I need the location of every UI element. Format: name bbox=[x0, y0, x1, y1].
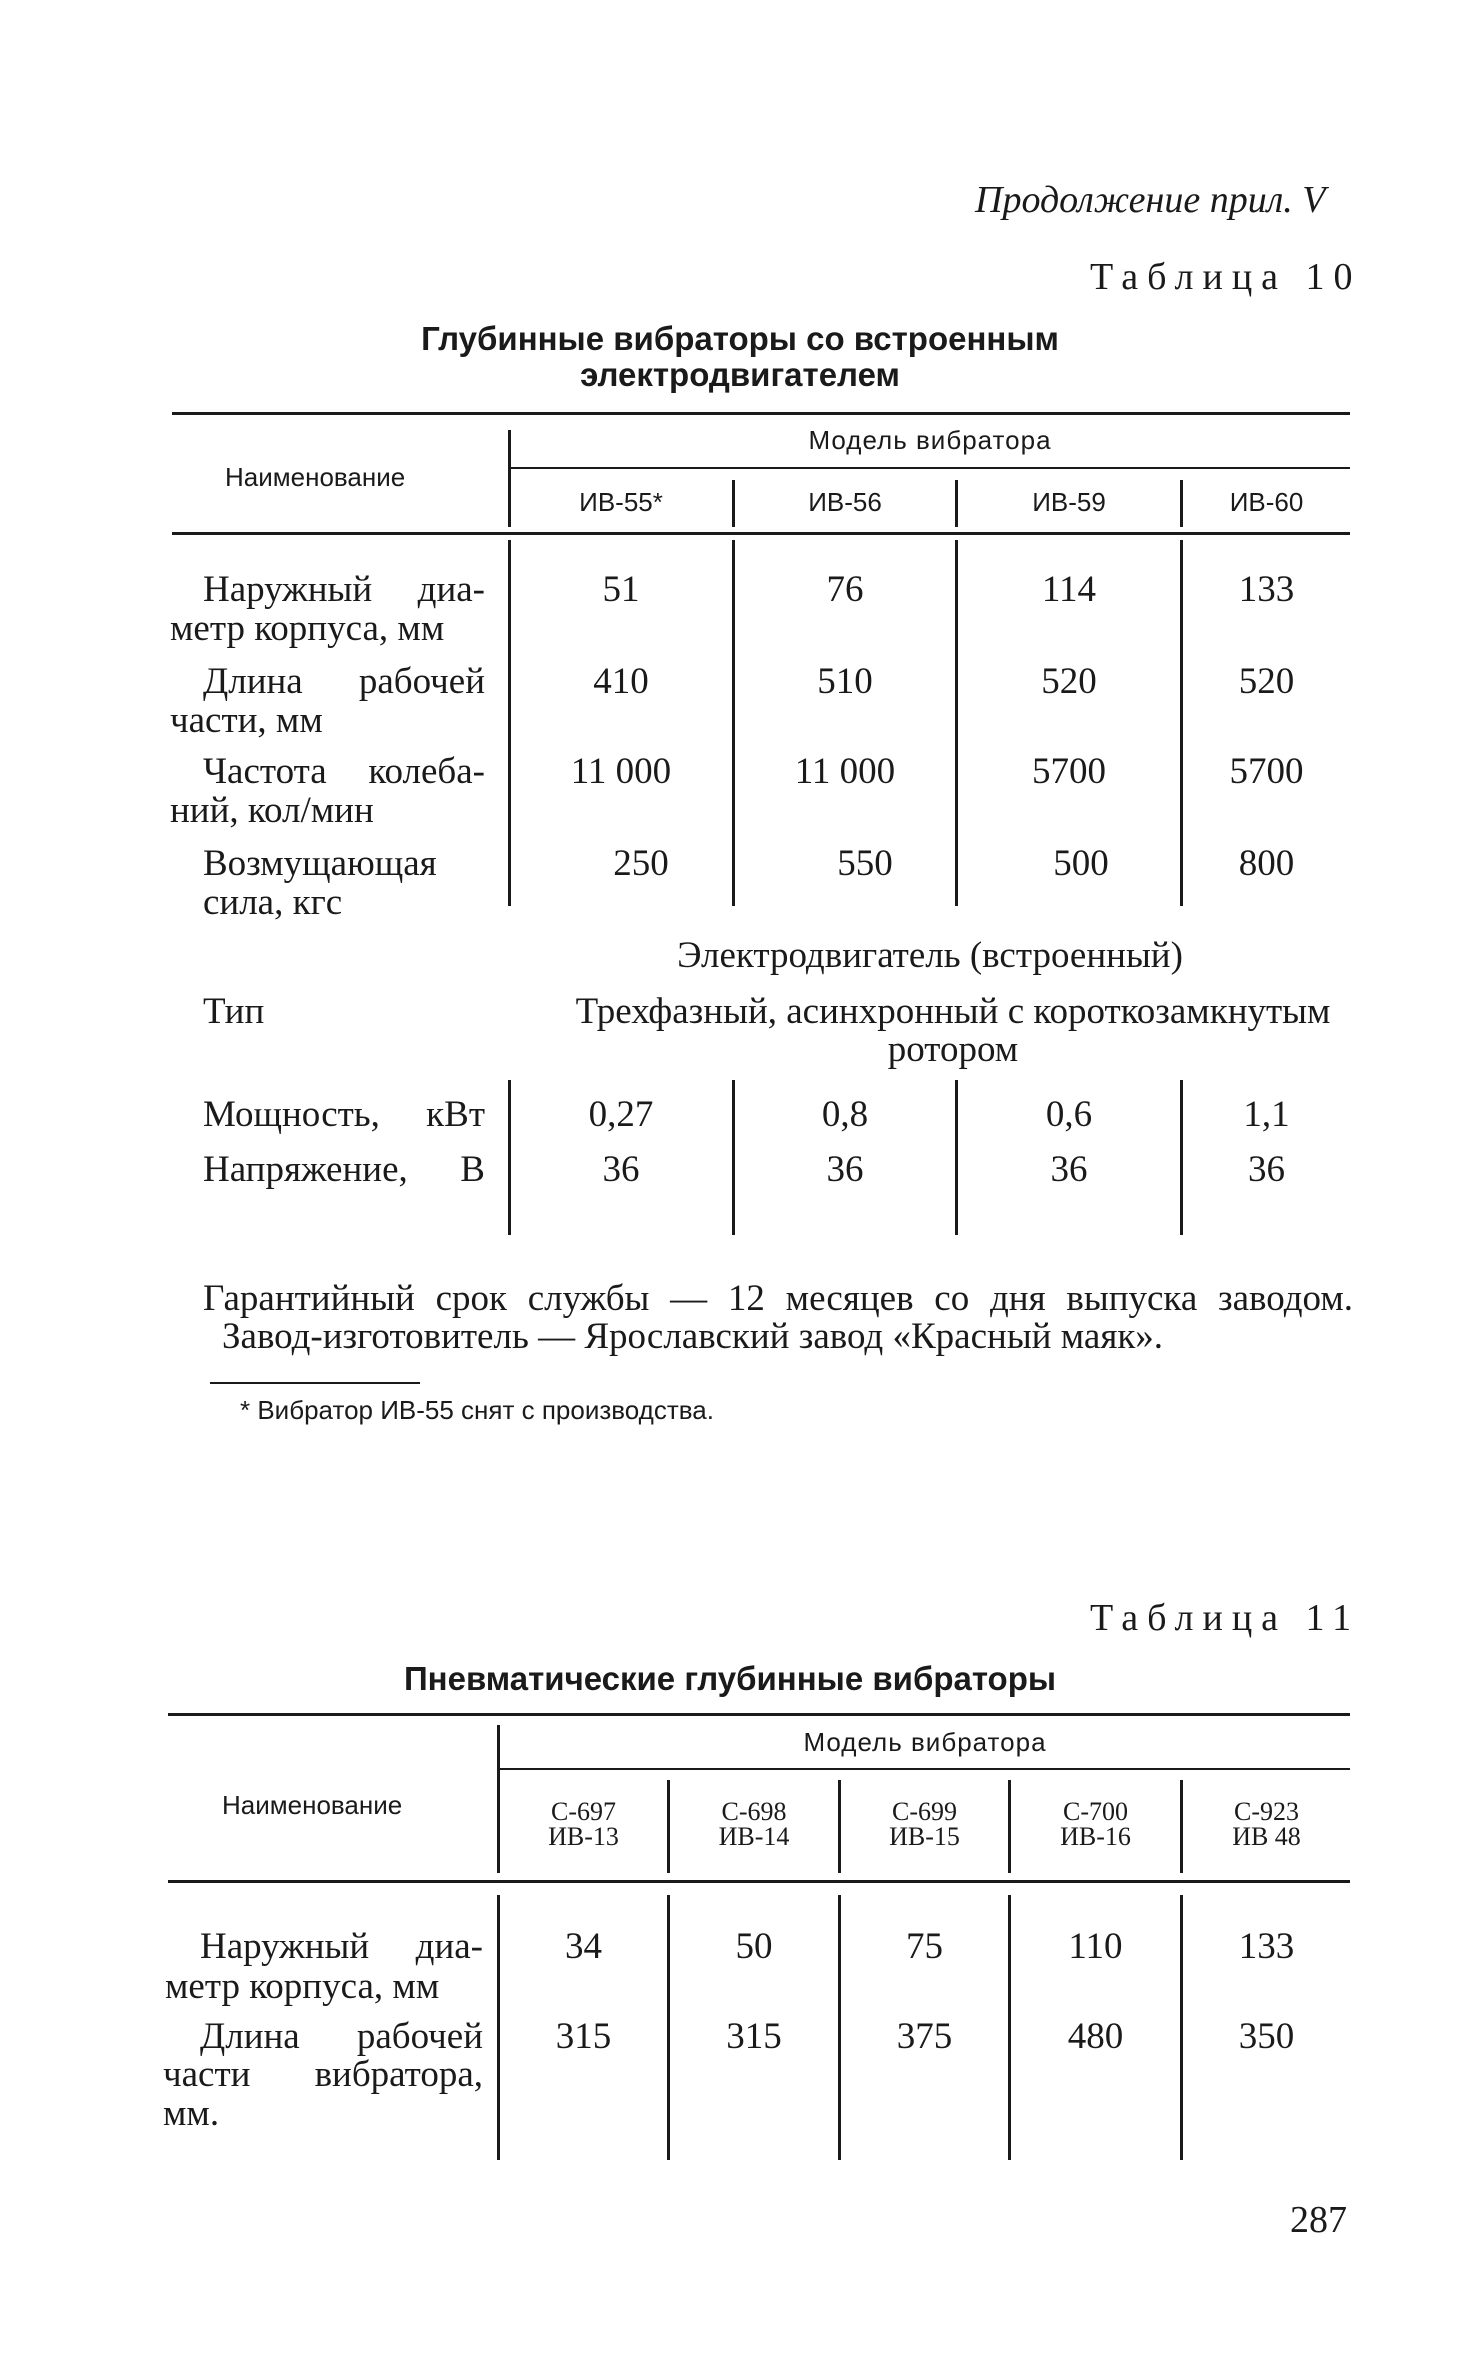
table-11-cell: 480 bbox=[1067, 2016, 1124, 2057]
table-11-cell: 375 bbox=[896, 2016, 953, 2057]
appendix-continuation: Продолжение прил. V bbox=[975, 179, 1326, 221]
table-11-row2-label-l3: мм. bbox=[163, 2093, 220, 2134]
table-11-model-rule bbox=[500, 1768, 1350, 1770]
table-10-voltage-label: Напряжение, В bbox=[203, 1149, 485, 1190]
table-10-cell: 36 bbox=[1248, 1149, 1285, 1190]
table-10-model-1: ИВ-56 bbox=[808, 487, 882, 517]
table-10-cell: 51 bbox=[602, 569, 640, 610]
table-10-top-rule bbox=[172, 412, 1350, 415]
table-11-header-rule bbox=[168, 1880, 1350, 1883]
table-11-cell: 315 bbox=[726, 2016, 782, 2057]
table-10-col-name: Наименование bbox=[225, 462, 406, 492]
table-10-cell: 11 000 bbox=[794, 751, 896, 792]
table-11-row1-label-l1: Наружный диа- bbox=[200, 1926, 483, 1967]
table-11-model-1-l1: С-698 bbox=[721, 1797, 787, 1826]
table-10-note-line1: Гарантийный срок службы — 12 месяцев со дня выпуска заводом. bbox=[203, 1278, 1353, 1319]
table-10-row2-label-l2: части, мм bbox=[170, 700, 323, 741]
table-10-title-line2: электродвигателем bbox=[580, 356, 900, 393]
table-10-cell: 11 000 bbox=[570, 751, 672, 792]
table-11-model-header: Модель вибратора bbox=[803, 1727, 1047, 1757]
table-10-cell: 0,6 bbox=[1045, 1094, 1093, 1135]
table-11-cell: 133 bbox=[1238, 1926, 1295, 1967]
table-10-row2-label-l1: Длина рабочей bbox=[203, 661, 485, 702]
table-10-model-rule bbox=[510, 467, 1350, 469]
table-11-cell: 75 bbox=[906, 1926, 943, 1967]
table-11-cell: 315 bbox=[555, 2016, 612, 2057]
table-11-model-4-l1: С-923 bbox=[1234, 1797, 1299, 1826]
table-10-row4-label-l1: Возмущающая bbox=[203, 843, 437, 884]
table-11-cell: 350 bbox=[1238, 2016, 1295, 2057]
table-10-cell: 510 bbox=[817, 661, 873, 702]
table-10-cell: 250 bbox=[613, 843, 669, 884]
table-11-model-2-l1: С-699 bbox=[892, 1797, 957, 1826]
table-11-model-0-l2: ИВ-13 bbox=[548, 1822, 619, 1851]
table-10-cell: 36 bbox=[826, 1149, 864, 1190]
table-10-cell: 76 bbox=[826, 569, 864, 610]
footnote-rule bbox=[210, 1382, 420, 1384]
table-11-row2-label-l2: части вибратора, bbox=[163, 2054, 483, 2095]
table-10-header-rule bbox=[172, 532, 1350, 535]
table-10-row1-label-l1: Наружный диа- bbox=[203, 569, 485, 610]
table-10-model-header: Модель вибратора bbox=[808, 425, 1052, 455]
table-11-model-3-l1: С-700 bbox=[1063, 1797, 1128, 1826]
table-11-model-2-l2: ИВ-15 bbox=[889, 1822, 960, 1851]
table-11-cell: 110 bbox=[1068, 1926, 1123, 1967]
table-10-cell: 5700 bbox=[1032, 751, 1106, 792]
table-10-row4-label-l2: сила, кгс bbox=[203, 882, 343, 923]
table-11-row2-label-l1: Длина рабочей bbox=[200, 2016, 483, 2057]
table-10-cell: 520 bbox=[1238, 661, 1295, 702]
table-10-cell: 0,8 bbox=[821, 1094, 869, 1135]
table-10-cell: 36 bbox=[1050, 1149, 1088, 1190]
table-10-model-2: ИВ-59 bbox=[1032, 487, 1106, 517]
table-11-model-3-l2: ИВ-16 bbox=[1060, 1822, 1131, 1851]
table-11-title: Пневматические глубинные вибраторы bbox=[403, 1660, 1057, 1697]
table-11-model-0-l1: С-697 bbox=[551, 1797, 616, 1826]
table-10-cell: 36 bbox=[602, 1149, 640, 1190]
table-10-cell: 550 bbox=[837, 843, 893, 884]
page-number: 287 bbox=[1290, 2199, 1347, 2241]
table-10-type-value-l2: ротором bbox=[887, 1029, 1019, 1070]
table-11-col-name: Наименование bbox=[222, 1790, 403, 1820]
table-10-label: Таблица 10 bbox=[1090, 256, 1362, 298]
table-10-cell: 410 bbox=[593, 661, 649, 702]
table-10-cell: 800 bbox=[1238, 843, 1295, 884]
table-11-label: Таблица 11 bbox=[1090, 1597, 1361, 1639]
table-10-motor-section: Электродвигатель (встроенный) bbox=[677, 935, 1183, 976]
table-11-model-4-l2: ИВ 48 bbox=[1232, 1822, 1301, 1851]
table-11-row1-label-l2: метр корпуса, мм bbox=[165, 1966, 440, 2007]
table-10-cell: 114 bbox=[1041, 569, 1097, 610]
table-10-cell: 133 bbox=[1238, 569, 1295, 610]
table-10-model-3: ИВ-60 bbox=[1229, 487, 1304, 517]
table-10-type-value-l1: Трехфазный, асинхронный с короткозамкнутым bbox=[575, 991, 1331, 1032]
table-10-cell: 5700 bbox=[1229, 751, 1304, 792]
table-10-cell: 500 bbox=[1053, 843, 1109, 884]
table-11-cell: 50 bbox=[735, 1926, 773, 1967]
table-10-type-label: Тип bbox=[203, 991, 265, 1032]
table-10-title-line1: Глубинные вибраторы со встроенным bbox=[421, 320, 1059, 357]
table-10-cell: 520 bbox=[1041, 661, 1097, 702]
table-10-row3-label-l2: ний, кол/мин bbox=[170, 790, 374, 831]
table-11-model-1-l2: ИВ-14 bbox=[718, 1822, 790, 1851]
table-10-row3-label-l1: Частота колеба- bbox=[203, 751, 485, 792]
table-10-power-label: Мощность, кВт bbox=[203, 1094, 485, 1135]
table-10-cell: 0,27 bbox=[588, 1094, 654, 1135]
table-11-cell: 34 bbox=[565, 1926, 602, 1967]
table-10-row1-label-l2: метр корпуса, мм bbox=[170, 608, 445, 649]
table-11-top-rule bbox=[168, 1713, 1350, 1716]
table-10-footnote: * Вибратор ИВ-55 снят с производства. bbox=[240, 1395, 714, 1425]
table-10-cell: 1,1 bbox=[1243, 1094, 1290, 1135]
table-10-note-line2: Завод-изготовитель — Ярославский завод «Красный маяк». bbox=[222, 1316, 1164, 1357]
table-10-model-0: ИВ-55* bbox=[579, 487, 663, 517]
